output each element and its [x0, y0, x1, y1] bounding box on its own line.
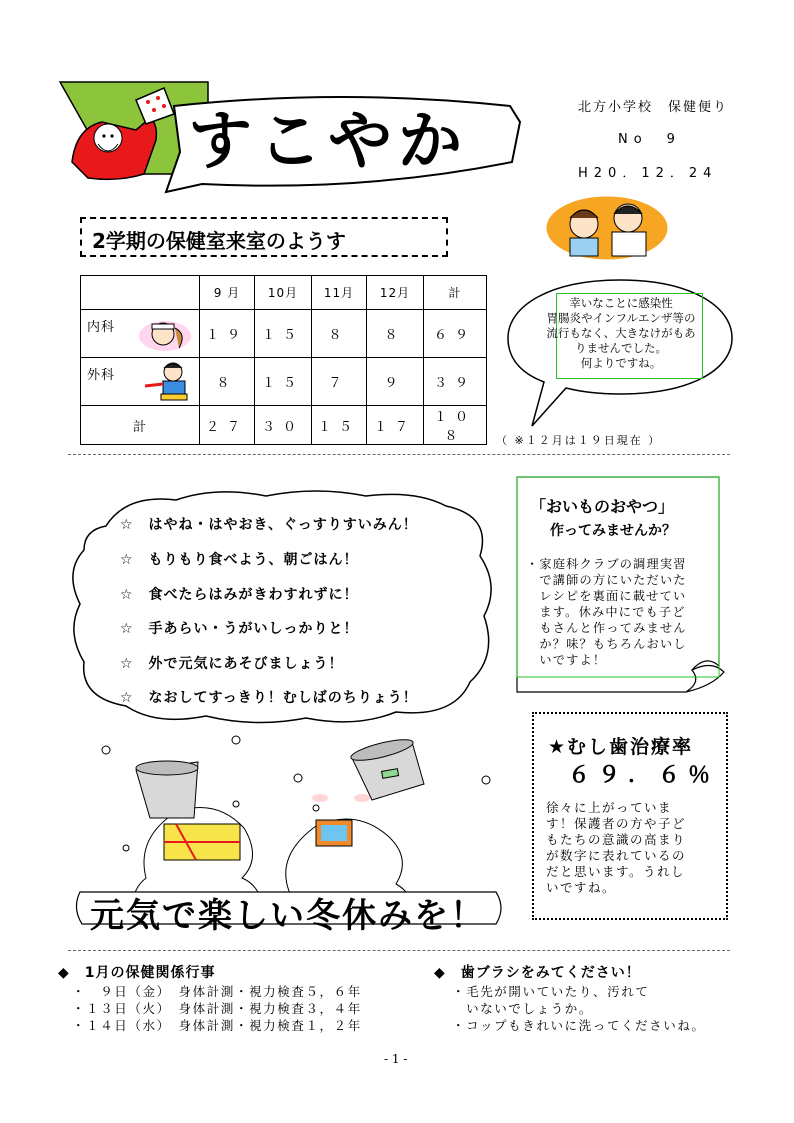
health-rule: ☆ 手あらい・うがいしっかりと！: [120, 621, 359, 637]
table-footnote: （ ※１２月は１９日現在 ）: [496, 434, 662, 447]
table-row: [81, 406, 487, 445]
kids-illustration: [546, 190, 668, 260]
recipe-body: ・家庭科クラブの調理実習 で講師の方にいただいた レシピを裏面に載せてい ます。休み中にでも子ど もさんと作ってみません か？味？もちろんおいし いですよ！: [526, 557, 687, 667]
row-label: 内科: [81, 310, 200, 358]
table-cell: ８: [312, 310, 367, 358]
table-cell: １９: [200, 310, 255, 358]
recipe-title: 「おいものおやつ」: [530, 497, 675, 516]
event-item: ・ ９日（金） 身体計測・視力検査５，６年: [72, 984, 362, 999]
table-cell: ３９: [424, 358, 487, 406]
table-cell: ８: [367, 310, 424, 358]
bubble-message: 幸いなことに感染性 胃腸炎やインフルエンザ等の 流行もなく、大きなけがもあ りませんでした。 何よりですね。: [546, 296, 696, 370]
table-row: [81, 310, 487, 358]
recipe-subtitle: 作ってみませんか？: [550, 523, 676, 539]
toothbrush-item: ・毛先が開いていたり、汚れて: [452, 984, 650, 999]
injured-child-icon: [137, 360, 197, 402]
table-row: [81, 358, 487, 406]
winter-slogan: 元気で楽しい冬休みを！: [90, 896, 486, 936]
row-label: 外科: [81, 358, 200, 406]
health-rule: ☆ なおしてすっきり！むしばのちりょう！: [120, 690, 418, 706]
column-header: 9 月: [200, 276, 255, 310]
column-header: 10月: [255, 276, 312, 310]
toothbrush-item: ・コップもきれいに洗ってくださいね。: [452, 1018, 706, 1033]
newsletter-title: すこやか: [188, 105, 468, 179]
event-item: ・１３日（火） 身体計測・視力検査３，４年: [72, 1001, 362, 1016]
school-name: 北方小学校 保健便り: [578, 100, 729, 115]
table-cell: １５: [312, 406, 367, 445]
section-divider: [68, 454, 730, 455]
health-rule: ☆ 外で元気にあそびましょう！: [120, 656, 344, 672]
health-rule: ☆ 食べたらはみがきわすれずに！: [120, 587, 359, 603]
section-divider: [68, 950, 730, 951]
table-cell: ８: [200, 358, 255, 406]
table-cell: １５: [255, 310, 312, 358]
table-cell: １０８: [424, 406, 487, 445]
cavity-title: ★むし歯治療率: [548, 736, 694, 758]
table-cell: ９: [367, 358, 424, 406]
toothbrush-item: いないでしょうか。: [452, 1001, 594, 1016]
visits-heading: 2学期の保健室来室のようす: [92, 229, 346, 253]
column-header: 計: [424, 276, 487, 310]
table-cell: １５: [255, 358, 312, 406]
health-rule: ☆ もりもり食べよう、朝ごはん！: [120, 552, 359, 568]
toothbrush-heading: ◆ 歯ブラシをみてください！: [434, 965, 641, 981]
table-cell: １７: [367, 406, 424, 445]
cavity-message: 徐々に上がっていま す！保護者の方や子ど もたちの意識の高まり が数字に表れているの だと思います。うれし いですね。: [546, 800, 687, 895]
events-heading: ◆ 1月の保健関係行事: [58, 965, 216, 981]
column-header: 11月: [312, 276, 367, 310]
visits-heading-box: [80, 217, 448, 257]
cavity-rate: ６９．６％: [568, 763, 719, 788]
event-item: ・１４日（水） 身体計測・視力検査１，２年: [72, 1018, 362, 1033]
issue-number: No 9: [618, 132, 681, 147]
sick-child-icon: [135, 314, 195, 354]
row-label: 計: [81, 406, 200, 445]
column-header: 12月: [367, 276, 424, 310]
table-cell: ３０: [255, 406, 312, 445]
table-cell: ２７: [200, 406, 255, 445]
page-number: - 1 -: [384, 1052, 408, 1066]
table-cell: ６９: [424, 310, 487, 358]
visits-table: [80, 275, 487, 445]
table-header-row: [81, 276, 487, 310]
table-cell: ７: [312, 358, 367, 406]
health-rule: ☆ はやね・はやおき、ぐっすりすいみん！: [120, 517, 418, 533]
corner-cell: [81, 276, 200, 310]
issue-date: H20．12．24: [578, 166, 718, 181]
